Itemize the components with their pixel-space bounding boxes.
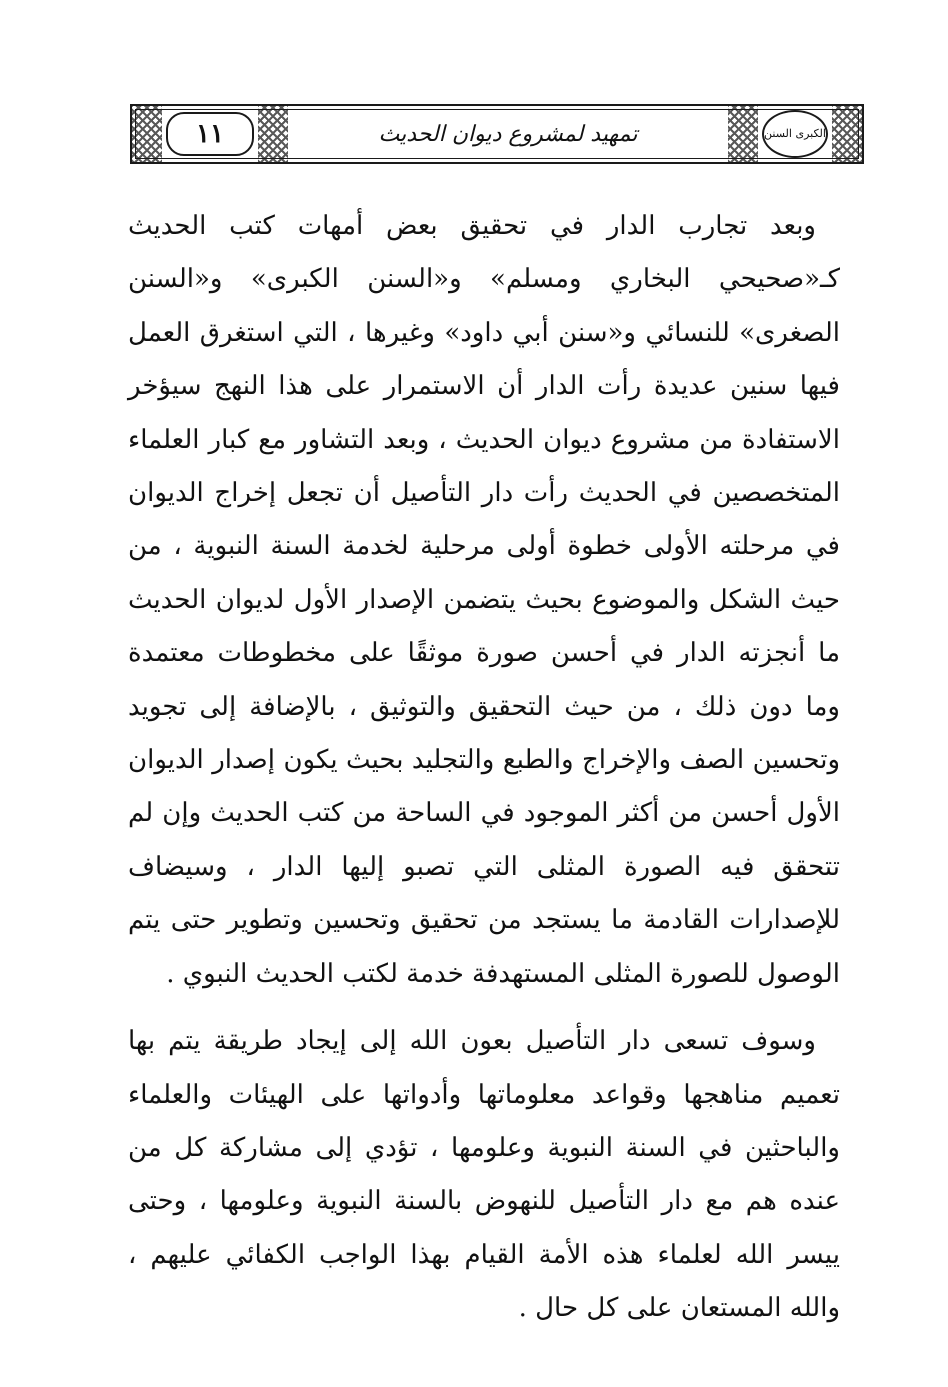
ornament-mid-right <box>728 106 758 162</box>
paragraph-1: وبعد تجارب الدار في تحقيق بعض أمهات كتب الحديث كـ«صحيحي البخاري ومسلم» و«السنن الكبرى» و«السنن الصغرى» للنسائي و«سنن أبي داود» وغيرها ، التي استغرق العمل فيها سنين عديدة رأت الدار أن الاستمرار على هذا النهج سيؤخر الاستفادة من مشروع ديوان الحديث ، وبعد التشاور مع كبار العلماء المتخصصين في الحديث رأت دار التأصيل أن تجعل إخراج الديوان في مرحلته الأولى خطوة أولى مرحلية لخدمة السنة النبوية ، من حيث الشكل والموضوع بحيث يتضمن الإصدار الأول لديوان الحديث ما أنجزته الدار في أحسن صورة موثقًا على مخطوطات معتمدة وما دون ذلك ، من حيث التحقيق والتوثيق ، بالإضافة إلى تجويد وتحسين الصف والإخراج والطبع والتجليد بحيث يكون إصدار الديوان الأول أحسن من أكثر الموجود في الساحة من كتب الحديث وإن لم تتحقق فيه الصورة المثلى التي تصبو إليها الدار ، وسيضاف للإصدارات القادمة ما يستجد من تحقيق وتحسين وتطوير حتى يتم الوصول للصورة المثلى المستهدفة خدمة لكتب الحديث النبوي . <box>128 211 840 989</box>
book-seal-logo: الكبرى السنن <box>762 110 828 158</box>
running-header <box>130 104 864 164</box>
ornament-mid-left <box>258 106 288 162</box>
ornament-right <box>832 106 862 162</box>
paragraph-2: وسوف تسعى دار التأصيل بعون الله إلى إيجاد طريقة يتم بها تعميم مناهجها وقواعد معلوماتها وأدواتها على الهيئات والعلماء والباحثين في السنة النبوية وعلومها ، تؤدي إلى مشاركة كل من عنده هم مع دار التأصيل للنهوض بالسنة النبوية وعلومها ، وحتى ييسر الله لعلماء هذه الأمة القيام بهذا الواجب الكفائي عليهم ، والله المستعان على كل حال . <box>128 1026 840 1324</box>
ornament-left <box>132 106 162 162</box>
body-text <box>128 200 840 1336</box>
page-number: ١١ <box>166 112 254 156</box>
running-title: تمهيد لمشروع ديوان الحديث <box>378 121 638 147</box>
